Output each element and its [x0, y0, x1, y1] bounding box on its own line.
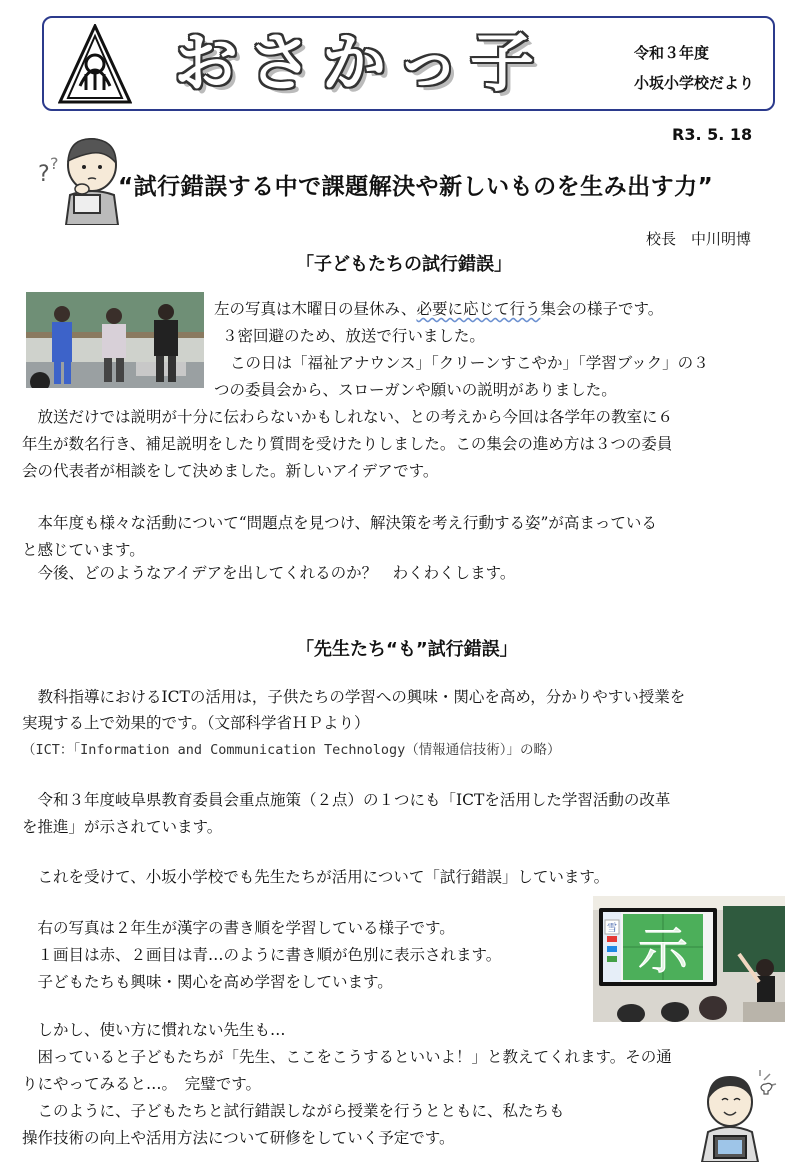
s2-line-10: しかし、使い方に慣れない先生も…	[22, 1021, 286, 1039]
kanji-big-char: 示	[638, 922, 688, 980]
s2-line-11: 困っていると子どもたちが「先生、ここをこうするといいよ！」と教えてくれます。その通	[22, 1048, 672, 1066]
thinking-boy-icon	[36, 133, 126, 225]
s2-line-12: りにやってみると…。 完璧です。	[22, 1075, 262, 1093]
s1-line-4: つの委員会から、スローガンや願いの説明がありました。	[214, 381, 617, 399]
s1-line-5: 放送だけでは説明が十分に伝わらないかもしれない、との考えから今回は各学年の教室に６	[22, 408, 674, 426]
newsletter-name: 小坂小学校だより	[634, 74, 755, 92]
s1-line-1c: 集会の様子です。	[540, 300, 664, 318]
school-year: 令和３年度	[634, 44, 710, 62]
s1-line-7: 会の代表者が相談をして決めました。新しいアイデアです。	[22, 462, 439, 480]
girl-with-tablet-icon	[690, 1070, 782, 1162]
school-emblem-icon	[58, 24, 132, 106]
masthead	[42, 16, 775, 111]
kanji-lesson-photo	[593, 896, 785, 1022]
s2-line-8: １画目は赤、２画目は青…のように書き順が色別に表示されます。	[22, 946, 502, 964]
s2-line-3: （ICT：「Information and Communication Technology（情報通信技術）」の略）	[22, 742, 561, 758]
issue-date: R3. 5. 18	[672, 125, 753, 144]
s1-line-2: ３密回避のため、放送で行いました。	[222, 327, 485, 345]
s2-line-1: 教科指導におけるICTの活用は，子供たちの学習への興味・関心を高め，分かりやすい授業を	[22, 688, 686, 706]
s1-line-6: 年生が数名行き、補足説明をしたり質問を受けたりしました。この集会の進め方は３つの委員	[22, 435, 673, 453]
s2-line-6: これを受けて、小坂小学校でも先生たちが活用について「試行錯誤」しています。	[22, 868, 610, 886]
s1-line-3: この日は「福祉アナウンス」「クリーンすこやか」「学習ブック」の３	[230, 354, 709, 372]
s2-line-14: 操作技術の向上や活用方法について研修をしていく予定です。	[22, 1129, 455, 1147]
s1-line-10: 今後、どのようなアイデアを出してくれるのか？ わくわくします。	[22, 564, 516, 582]
s1-line-1	[214, 296, 663, 323]
s2-line-4: 令和３年度岐阜県教育委員会重点施策（２点）の１つにも「ICTを活用した学習活動の改革	[22, 791, 671, 809]
s1-line-9: と感じています。	[22, 541, 145, 559]
section1-title: 「子どもたちの試行錯誤」	[296, 254, 512, 275]
svg-text:?: ?	[50, 154, 59, 173]
s2-line-13: このように、子どもたちと試行錯誤しながら授業を行うとともに、私たちも	[22, 1102, 565, 1120]
s1-line-1a: 左の写真は木曜日の昼休み、	[214, 300, 417, 318]
svg-text:?: ?	[38, 162, 50, 187]
assembly-photo	[26, 292, 204, 388]
kanji-screen-char: 雪	[607, 923, 617, 934]
s1-line-1b: 必要に応じて行う	[416, 300, 541, 318]
headline: “試行錯誤する中で課題解決や新しいものを生み出す力”	[118, 174, 714, 200]
s2-line-7: 右の写真は２年生が漢字の書き順を学習している様子です。	[22, 919, 455, 937]
s1-line-8: 本年度も様々な活動について“問題点を見つけ、解決策を考え行動する姿”が高まっている	[22, 514, 657, 532]
s2-line-2: 実現する上で効果的です。（文部科学省ＨＰより）	[22, 714, 370, 732]
author: 校長 中川明博	[646, 230, 752, 248]
s2-line-5: を推進」が示されています。	[22, 818, 223, 836]
s2-line-9: 子どもたちも興味・関心を高め学習をしています。	[22, 973, 393, 991]
section2-title: 「先生たち“も”試行錯誤」	[296, 639, 518, 660]
newsletter-title: おさかっ子	[174, 27, 544, 101]
